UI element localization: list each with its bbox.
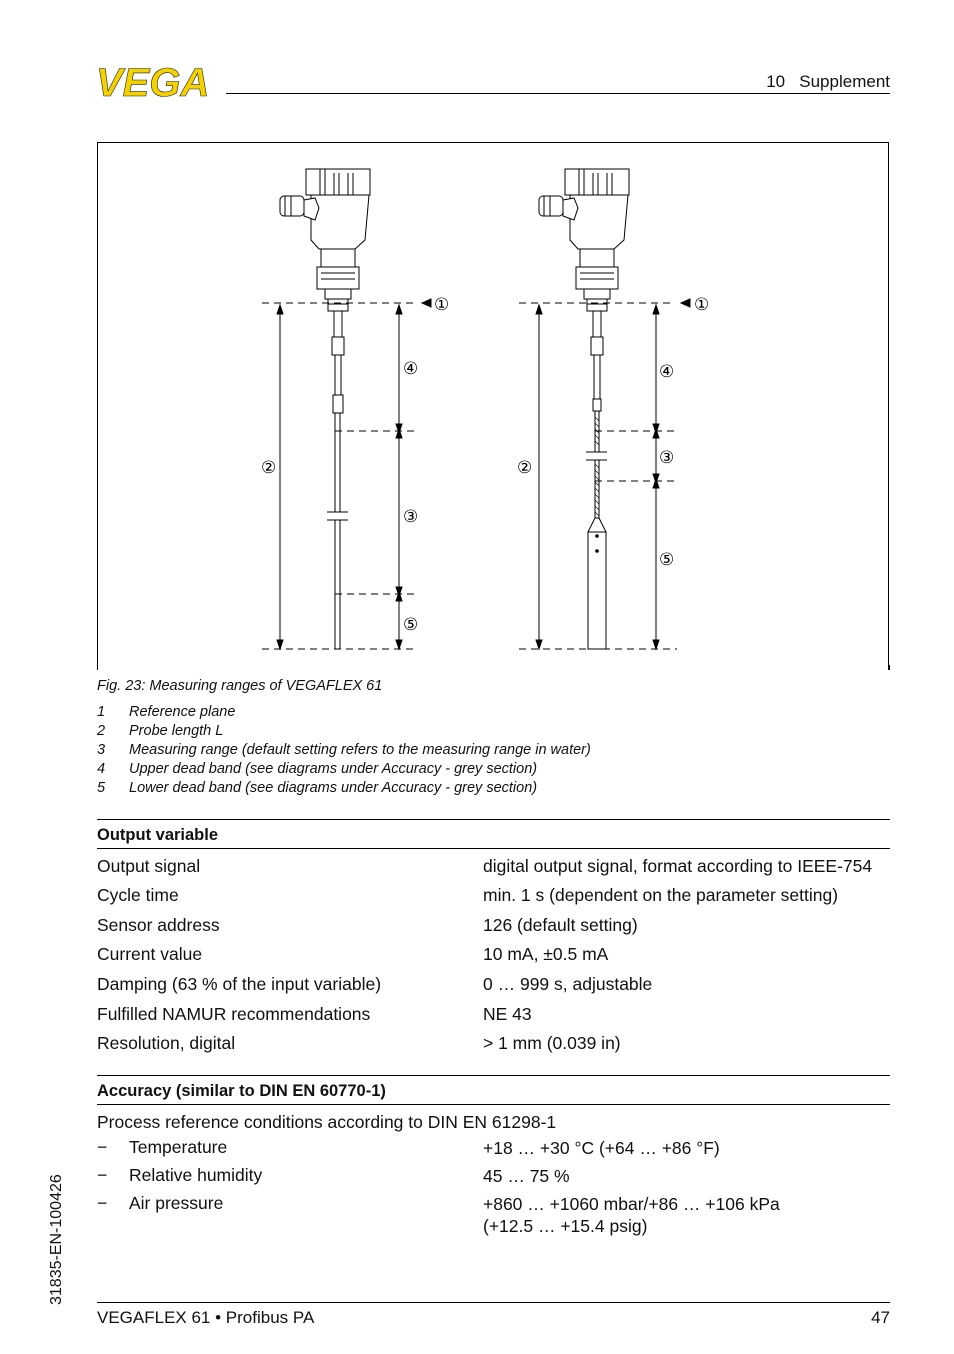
marker-3-right: ③	[659, 448, 675, 468]
rod-probe-drawing	[280, 169, 370, 649]
footer-product: VEGAFLEX 61 • Profibus PA	[97, 1308, 315, 1327]
legend-item: 2 Probe length L	[97, 723, 224, 739]
marker-4-left: ④	[403, 359, 419, 379]
legend-item: 1 Reference plane	[97, 704, 236, 720]
accuracy-row: − Relative humidity 45 … 75 %	[97, 1165, 570, 1186]
section-rule-bottom	[97, 1104, 890, 1105]
marker-2-right: ②	[517, 458, 533, 478]
figure-caption: Fig. 23: Measuring ranges of VEGAFLEX 61	[97, 678, 383, 694]
spec-row: Damping (63 % of the input variable) 0 … 999 s, adjustable	[97, 974, 653, 994]
spec-row: Fulfilled NAMUR recommendations NE 43	[97, 1004, 532, 1024]
marker-4-right: ④	[659, 362, 675, 382]
accuracy-row: − Air pressure +860 … +1060 mbar/+86 … +106 kPa (+12.5 … +15.4 psig)	[97, 1193, 780, 1236]
accuracy-heading: Accuracy (similar to DIN EN 60770-1)	[97, 1082, 386, 1100]
figure-legend	[97, 704, 591, 799]
output-variable-heading: Output variable	[97, 826, 219, 844]
legend-item: 5 Lower dead band (see diagrams under Accuracy - grey section)	[97, 780, 538, 796]
marker-1-right: ①	[694, 295, 710, 315]
marker-5-right: ⑤	[659, 550, 675, 570]
vega-logo	[96, 62, 222, 102]
document-code: 31835-EN-100426	[48, 1174, 65, 1305]
marker-5-left: ⑤	[403, 615, 419, 635]
footer-rule	[97, 1302, 890, 1303]
section-rule-top	[97, 819, 890, 820]
spec-row: Resolution, digital > 1 mm (0.039 in)	[97, 1033, 621, 1053]
page-number: 47	[871, 1308, 890, 1327]
spec-row: Current value 10 mA, ±0.5 mA	[97, 944, 609, 964]
marker-2-left: ②	[261, 458, 277, 478]
measuring-range-drawing	[97, 142, 889, 670]
spec-row: Cycle time min. 1 s (dependent on the parameter setting)	[97, 885, 839, 905]
section-title: 10 Supplement	[766, 72, 890, 91]
spec-row: Output signal digital output signal, format according to IEEE-754	[97, 856, 873, 876]
cable-probe-drawing	[539, 169, 629, 649]
legend-item: 3 Measuring range (default setting refers to the measuring range in water)	[97, 742, 591, 758]
accuracy-intro: Process reference conditions according to DIN EN 61298-1	[97, 1112, 557, 1132]
marker-3-left: ③	[403, 507, 419, 527]
section-rule-bottom	[97, 848, 890, 849]
marker-1-left: ①	[434, 295, 450, 315]
header-rule	[226, 93, 890, 94]
section-rule-top	[97, 1075, 890, 1076]
spec-row: Sensor address 126 (default setting)	[97, 915, 638, 935]
accuracy-row: − Temperature +18 … +30 °C (+64 … +86 °F)	[97, 1137, 720, 1158]
logo-text: VEGA	[96, 62, 210, 102]
legend-item: 4 Upper dead band (see diagrams under Accuracy - grey section)	[97, 761, 538, 777]
